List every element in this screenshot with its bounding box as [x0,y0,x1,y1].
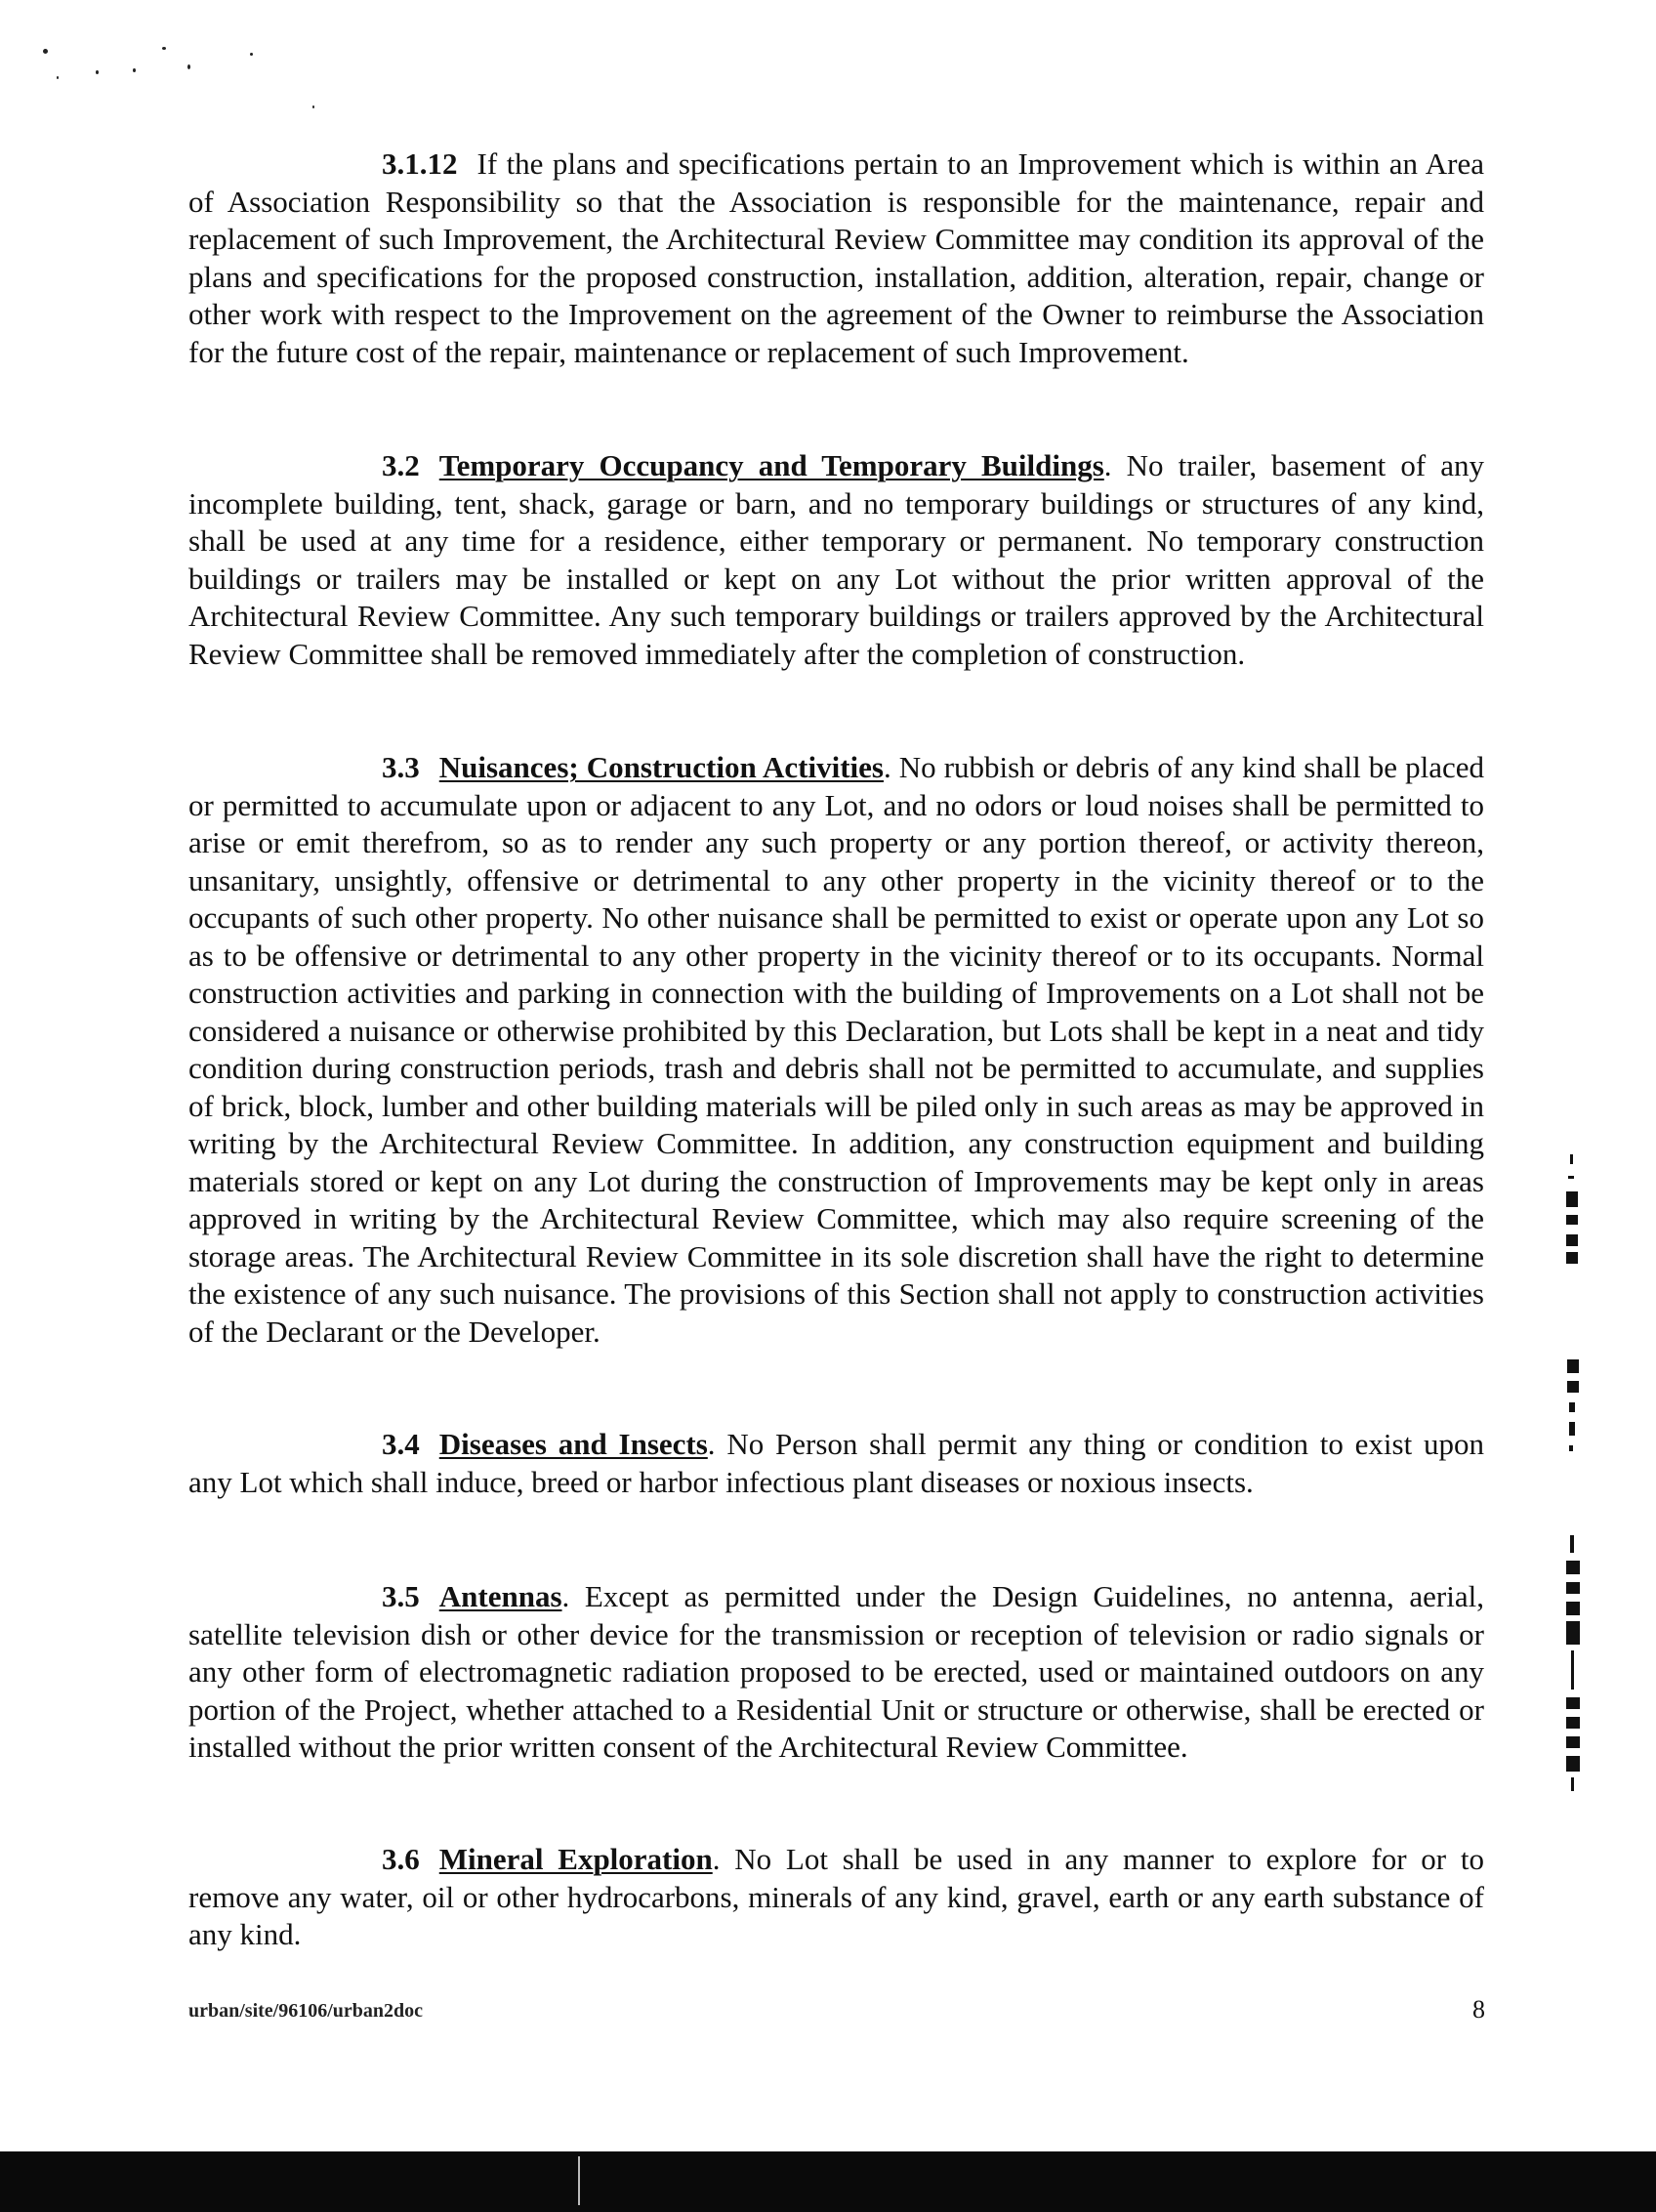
section-number: 3.1.12 [382,146,458,181]
section-body: . No trailer, basement of any incomplete building, tent, shack, garage or barn, and no temporary buildings or structures of any kind, shall be used at any time for a residence, either temporary or permanent. No temporary construction buildings or trailers may be installed or kept on any Lot without the prior written approval of the Architectural Review Committee. Any such temporary buildings or trailers approved by the Architectural Review Committee shall be removed immediately after the completion of construction. [188,448,1484,671]
scan-speck [57,76,59,79]
scan-speck [133,68,136,72]
section-heading: Diseases and Insects [438,1427,708,1461]
scan-speck [312,105,314,108]
section-body: . No Lot shall be used in any manner to explore for or to remove any water, oil or other hydrocarbons, minerals of any kind, gravel, earth or any earth substance of any kind. [188,1842,1484,1951]
section-3-2 [188,447,1484,673]
section-3-5 [188,1578,1484,1767]
scan-speck [162,47,166,50]
section-body: . No rubbish or debris of any kind shall be placed or permitted to accumulate upon or adjacent to any Lot, and no odors or loud noises shall be permitted to arise or emit therefrom, so as to render any such property or any portion thereof, or activity thereon, unsanitary, unsightly, offensive or detrimental to any other property in the vicinity thereof or to the occupants of such other property. No other nuisance shall be permitted to exist or operate upon any Lot so as to be offensive or detrimental to any other property in the vicinity thereof or to its occupants. Normal construction activities and parking in connection with the building of Improvements on a Lot shall not be considered a nuisance or otherwise prohibited by this Declaration, but Lots shall be kept in a neat and tidy condition during construction periods, trash and debris shall not be permitted to accumulate, and supplies of brick, block, lumber and other building materials will be piled only in such areas as may be approved in writing by the Architectural Review Committee. In addition, any construction equipment and building materials stored or kept on any Lot during the construction of Improvements may be kept only in areas approved in writing by the Architectural Review Committee, which may also require screening of the storage areas. The Architectural Review Committee in its sole discretion shall have the right to determine the existence of any such nuisance. The provisions of this Section shall not apply to construction activities of the Declarant or the Developer. [188,750,1484,1349]
section-number: 3.2 [382,448,420,482]
section-heading: Antennas [438,1579,562,1613]
scan-speck [187,64,190,69]
section-heading: Temporary Occupancy and Temporary Buildings [438,448,1104,482]
section-3-1-12 [188,146,1484,371]
scan-speck [96,70,99,74]
scan-bottom-edge [0,2151,1656,2212]
page-number: 8 [1472,1995,1485,2024]
section-3-6 [188,1841,1484,1954]
scan-edge-line [578,2156,580,2205]
section-3-3 [188,749,1484,1351]
section-body: If the plans and specifications pertain to an Improvement which is within an Area of Association Responsibility so that the Association is responsible for the maintenance, repair and replacement of such Improvement, the Architectural Review Committee may condition its approval of the plans and specifications for the proposed construction, installation, addition, alteration, repair, change or other work with respect to the Improvement on the agreement of the Owner to reimburse the Association for the future cost of the repair, maintenance or replacement of such Improvement. [188,146,1484,369]
section-number: 3.5 [382,1579,420,1613]
section-heading: Nuisances; Construction Activities [438,750,884,784]
section-number: 3.6 [382,1842,420,1876]
section-body: . Except as permitted under the Design Guidelines, no antenna, aerial, satellite television dish or other device for the transmission or reception of television or radio signals or any other form of electromagnetic radiation proposed to be erected, used or maintained outdoors on any portion of the Project, whether attached to a Residential Unit or structure or otherwise, shall be erected or installed without the prior written consent of the Architectural Review Committee. [188,1579,1484,1764]
recording-stamp-graphic [1558,1152,1627,1943]
scan-speck [43,49,48,54]
scan-speck [250,53,253,56]
footer-file-path: urban/site/96106/urban2doc [188,2000,424,2022]
section-3-4 [188,1426,1484,1501]
section-number: 3.3 [382,750,420,784]
section-number: 3.4 [382,1427,420,1461]
section-heading: Mineral Exploration [438,1842,713,1876]
section-body: . No Person shall permit any thing or condition to exist upon any Lot which shall induce, breed or harbor infectious plant diseases or noxious insects. [188,1427,1485,1499]
